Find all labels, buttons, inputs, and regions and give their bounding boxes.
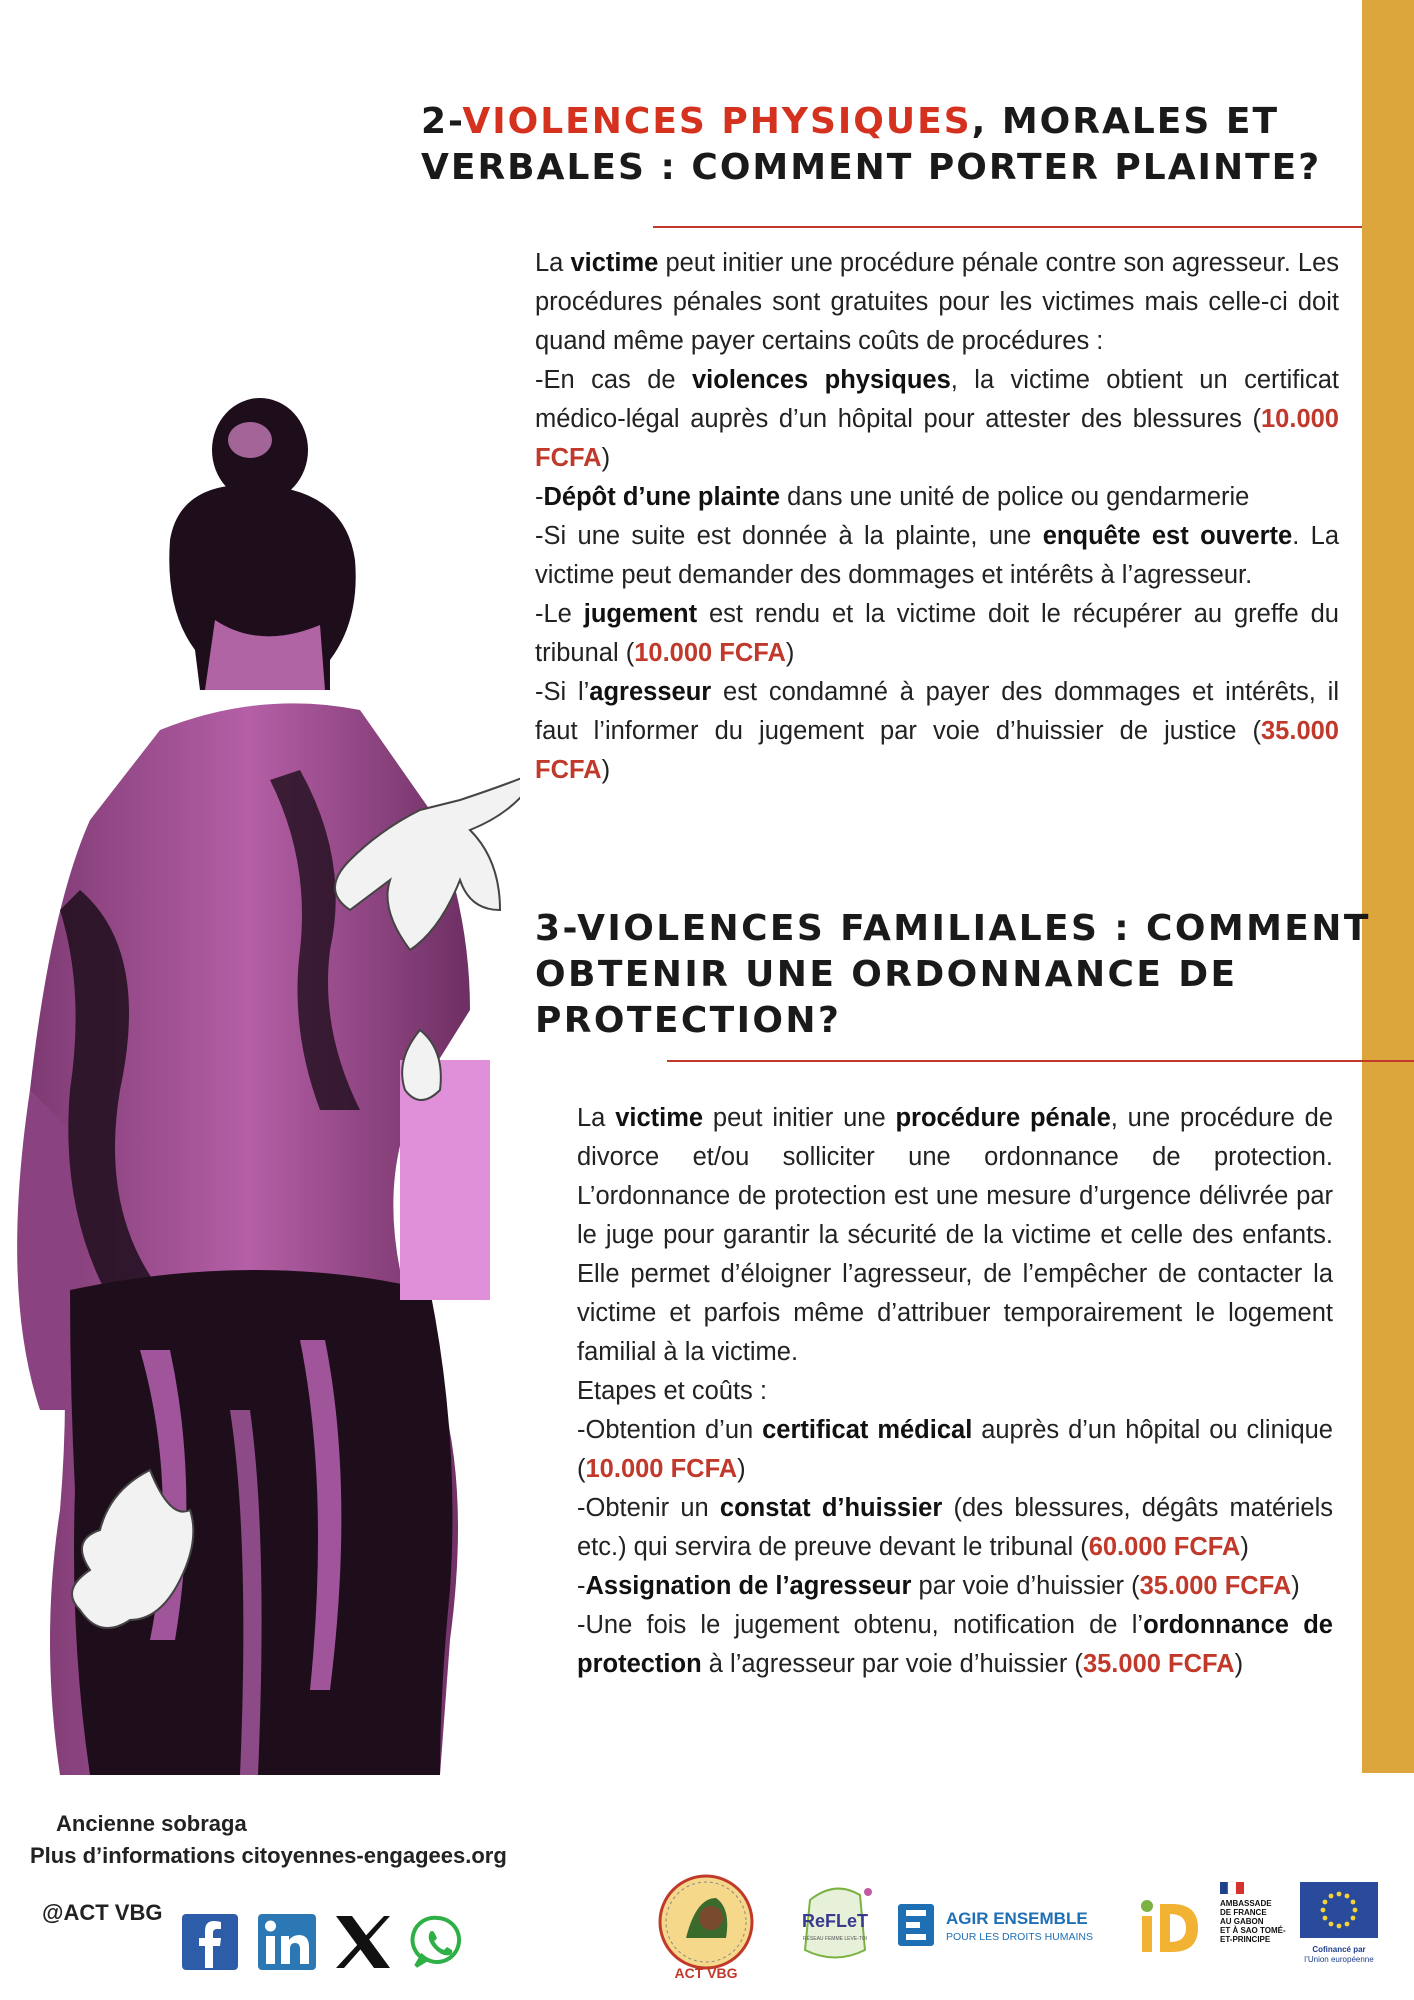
price-value: 10.000 FCFA	[585, 1455, 738, 1483]
text-span: )	[785, 639, 795, 667]
section3-title-line1: 3-VIOLENCES FAMILIALES : COMMENT	[535, 908, 1371, 949]
section3-title-line3: PROTECTION?	[535, 1000, 842, 1041]
bold-term: victime	[615, 1104, 704, 1132]
agir-ensemble-logo	[896, 1900, 1126, 1950]
text-span: , une procédure de divorce et/ou solliciter une ordonnance de protection. L’ordonnance de protection est une mesure d’urgence délivrée par le juge pour garantir la sécurité de la victime et celle des enfants. Elle permet d’éloigner l’agresseur, de l’empêcher de contacter la victime et parfois même d’attribuer temporairement le logement familial à la victime.	[577, 1104, 1334, 1366]
section2-title-line2: VERBALES : COMMENT PORTER PLAINTE?	[421, 147, 1322, 188]
bold-term: procédure pénale	[895, 1104, 1111, 1132]
footer-info	[30, 1808, 507, 1872]
ambassade-line5: ET-PRINCIPE	[1220, 1935, 1271, 1944]
section2-paragraph	[535, 595, 1339, 673]
facebook-icon[interactable]	[180, 1912, 240, 1972]
price-value: 10.000 FCFA	[634, 639, 786, 667]
ambassade-line2: DE FRANCE	[1220, 1908, 1267, 1917]
eu-caption1: Cofinancé par	[1312, 1945, 1366, 1954]
section3-paragraph	[577, 1411, 1333, 1489]
reflet-logo	[790, 1880, 880, 1970]
price-value: 60.000 FCFA	[1088, 1533, 1241, 1561]
bold-term: certificat médical	[762, 1416, 973, 1444]
text-span: . La victime peut demander des dommages et intérêts à l’agresseur.	[535, 522, 1340, 589]
text-span: est condamné à payer des dommages et intérêts, il faut l’informer du jugement par voie d’huissier de justice (	[535, 678, 1339, 745]
text-span: -Obtenir un	[577, 1494, 720, 1522]
eu-caption2: l’Union européenne	[1304, 1955, 1374, 1964]
x-icon[interactable]	[332, 1912, 394, 1972]
text-span: Etapes et coûts :	[577, 1377, 767, 1405]
price-value: 35.000 FCFA	[535, 717, 1339, 784]
section2-body	[535, 244, 1339, 790]
text-span: La	[535, 249, 571, 277]
text-span: à l’agresseur par voie d’huissier (	[701, 1650, 1083, 1678]
section3-paragraph	[577, 1099, 1333, 1372]
bold-term: victime	[570, 249, 659, 277]
bold-term: agresseur	[589, 678, 712, 706]
price-value: 35.000 FCFA	[1139, 1572, 1292, 1600]
text-span: -Si l’	[535, 678, 590, 706]
gold-side-bar	[1362, 0, 1414, 1773]
footer-handle: @ACT VBG	[42, 1900, 163, 1925]
text-span: (des blessures, dégâts matériels etc.) qui servira de preuve devant le tribunal (	[577, 1494, 1333, 1561]
section2-title-highlight: VIOLENCES PHYSIQUES	[462, 101, 972, 142]
text-span: )	[1234, 1650, 1244, 1678]
section2-heading	[421, 99, 1321, 191]
price-value: 35.000 FCFA	[1082, 1650, 1235, 1678]
footer-location: Ancienne sobraga	[56, 1811, 247, 1836]
text-span: -Une fois le jugement obtenu, notification de l’	[577, 1611, 1144, 1639]
act-vbg-logo-text: ACT VBG	[674, 1965, 738, 1981]
text-span: -En cas de	[535, 366, 692, 394]
section2-divider	[653, 226, 1362, 228]
section3-body	[577, 1099, 1333, 1684]
ambassade-line3: AU GABON	[1220, 1917, 1264, 1926]
eu-logo	[1294, 1880, 1384, 1980]
section3-heading	[535, 906, 1371, 1044]
footer-website[interactable]: Plus d’informations citoyennes-engagees.org	[30, 1843, 507, 1868]
text-span: , la victime obtient un certificat médico-légal auprès d’un hôpital pour attester des blessures (	[535, 366, 1340, 433]
reflet-logo-text: ReFLeT	[801, 1911, 869, 1931]
bold-term: ordonnance de protection	[577, 1611, 1333, 1678]
text-span: )	[601, 444, 611, 472]
section3-title-line2: OBTENIR UNE ORDONNANCE DE	[535, 954, 1238, 995]
bold-term: Assignation de l’agresseur	[585, 1572, 912, 1600]
text-span: )	[737, 1455, 746, 1483]
bold-term: Dépôt d’une plainte	[543, 483, 781, 511]
section3-paragraph	[577, 1606, 1333, 1684]
bold-term: enquête est ouverte	[1042, 522, 1293, 550]
agir-logo-subtitle: POUR LES DROITS HUMAINS	[946, 1931, 1094, 1943]
text-span: peut initier une procédure pénale contre son agresseur. Les procédures pénales sont gratuites pour les victimes mais celle-ci doit quand même payer certains coûts de procédures :	[535, 249, 1340, 355]
text-span: par voie d’huissier (	[911, 1572, 1140, 1600]
text-span: auprès d’un hôpital ou clinique (	[577, 1416, 1333, 1483]
section2-paragraph	[535, 673, 1339, 790]
bold-term: constat d’huissier	[719, 1494, 943, 1522]
text-span: -	[577, 1572, 586, 1600]
bold-term: jugement	[583, 600, 698, 628]
text-span: -Obtention d’un	[577, 1416, 763, 1444]
text-span: )	[601, 756, 611, 784]
reflet-logo-subtitle: RÉSEAU FEMME LEVE-TOI	[802, 1936, 868, 1942]
section2-paragraph	[535, 517, 1339, 595]
ambassade-line4: ET À SAO TOMÉ-	[1220, 1926, 1286, 1935]
section2-title-rest: , MORALES ET	[971, 101, 1279, 142]
text-span: )	[1240, 1533, 1249, 1561]
id-logo	[1138, 1896, 1204, 1956]
bold-term: violences physiques	[692, 366, 951, 394]
section2-paragraph	[535, 244, 1339, 361]
ambassade-line1: AMBASSADE	[1220, 1899, 1272, 1908]
section3-paragraph	[577, 1567, 1333, 1606]
text-span: peut initier une	[703, 1104, 896, 1132]
woman-illustration	[0, 390, 520, 1775]
section2-number: 2-	[421, 101, 463, 142]
text-span: -Si une suite est donnée à la plainte, une	[535, 522, 1043, 550]
text-span: est rendu et la victime doit le récupérer au greffe du tribunal (	[535, 600, 1339, 667]
agir-logo-title: AGIR ENSEMBLE	[946, 1909, 1088, 1928]
section2-paragraph	[535, 478, 1339, 517]
price-value: 10.000 FCFA	[535, 405, 1339, 472]
text-span: -	[535, 483, 544, 511]
text-span: La	[577, 1104, 616, 1132]
text-span: dans une unité de police ou gendarmerie	[780, 483, 1250, 511]
text-span: )	[1291, 1572, 1300, 1600]
text-span: -Le	[535, 600, 584, 628]
linkedin-icon[interactable]	[256, 1912, 318, 1972]
section3-paragraph	[577, 1372, 1333, 1411]
section2-paragraph	[535, 361, 1339, 478]
section3-divider	[667, 1060, 1414, 1062]
whatsapp-icon[interactable]	[410, 1912, 466, 1972]
section3-paragraph	[577, 1489, 1333, 1567]
act-vbg-logo	[656, 1868, 756, 1986]
